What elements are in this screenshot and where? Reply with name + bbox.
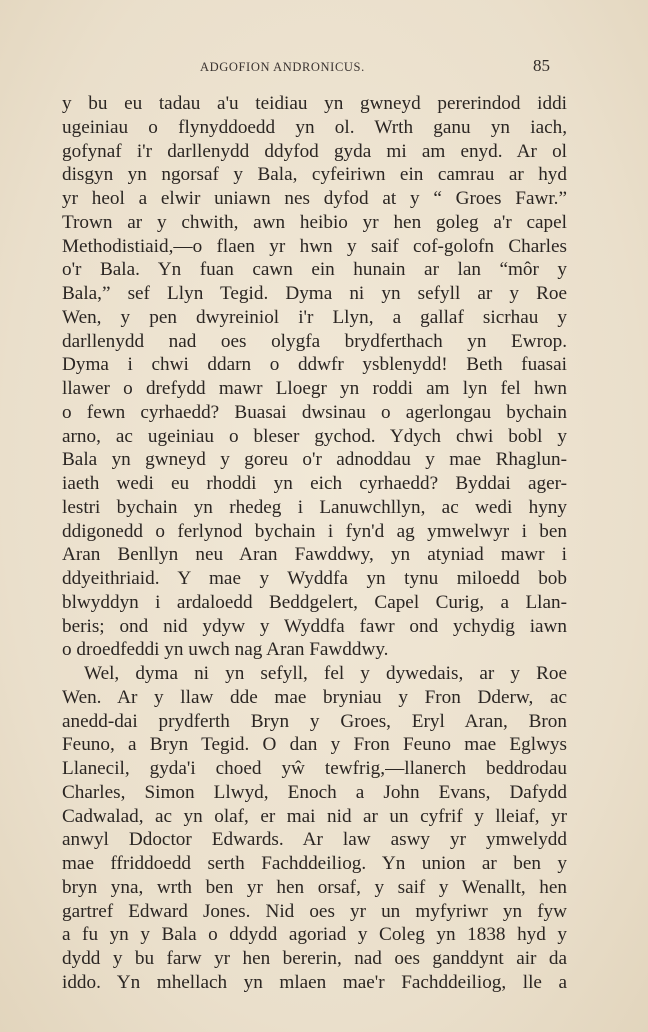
text-line: iaeth wedi eu rhoddi yn eich cyrhaedd? Byddai ager- bbox=[62, 473, 567, 494]
text-line: Trown ar y chwith, awn heibio yr hen goleg a'r capel bbox=[62, 211, 567, 233]
text-line: gofynaf i'r darllenydd ddyfod gyda mi am enyd. Ar ol bbox=[62, 140, 567, 162]
text-line: Cadwalad, ac yn olaf, er mai nid ar un cyfrif y lleiaf, yr bbox=[62, 805, 567, 827]
text-line: Dyma i chwi ddarn o ddwfr ysblenydd! Beth fuasai bbox=[62, 354, 567, 376]
text-line: Wen, y pen dwyreiniol i'r Llyn, a gallaf sicrhau y bbox=[62, 306, 567, 328]
text-line: ddyeithriaid. Y mae y Wyddfa yn tynu miloedd bob bbox=[62, 568, 567, 589]
body-text bbox=[62, 92, 567, 995]
text-line: dydd y bu farw yr hen bererin, nad oes ganddynt air da bbox=[62, 948, 567, 969]
text-line: ugeiniau o flynyddoedd yn ol. Wrth ganu yn iach, bbox=[62, 116, 567, 138]
text-line: bryn yna, wrth ben yr hen orsaf, y saif y Wenallt, hen bbox=[62, 876, 567, 898]
text-line: anwyl Ddoctor Edwards. Ar law aswy yr ymwelydd bbox=[62, 829, 567, 851]
text-line: yr heol a elwir uniawn nes dyfod at y “ Groes Fawr.” bbox=[62, 188, 567, 209]
text-line: llawer o drefydd mawr Lloegr yn roddi am lyn fel hwn bbox=[62, 378, 567, 399]
text-line: Bala,” sef Llyn Tegid. Dyma ni yn sefyll ar y Roe bbox=[62, 283, 567, 304]
text-line: a fu yn y Bala o ddydd agoriad y Coleg yn 1838 hyd y bbox=[62, 924, 567, 946]
text-line: arno, ac ugeiniau o bleser gychod. Ydych chwi bobl y bbox=[62, 425, 567, 447]
text-line: y bu eu tadau a'u teidiau yn gwneyd pererindod iddi bbox=[62, 93, 567, 114]
text-line: Aran Benllyn neu Aran Fawddwy, yn atyniad mawr i bbox=[62, 544, 567, 566]
running-head bbox=[0, 58, 648, 78]
text-line: blwyddyn i ardaloedd Beddgelert, Capel Curig, a Llan- bbox=[62, 591, 567, 613]
text-line: Wen. Ar y llaw dde mae bryniau y Fron Dderw, ac bbox=[62, 686, 567, 708]
text-line: darllenydd nad oes olygfa brydferthach yn Ewrop. bbox=[62, 330, 567, 352]
running-title: ADGOFION ANDRONICUS. bbox=[200, 60, 365, 74]
text-line: mae ffriddoedd serth Fachddeiliog. Yn union ar ben y bbox=[62, 853, 567, 874]
text-line: o droedfeddi yn uwch nag Aran Fawddwy. bbox=[62, 639, 389, 661]
text-line: Wel, dyma ni yn sefyll, fel y dywedais, ar y Roe bbox=[84, 663, 567, 684]
text-line: lestri bychain yn rhedeg i Lanuwchllyn, ac wedi hyny bbox=[62, 496, 567, 518]
text-line: o'r Bala. Yn fuan cawn ein hunain ar lan “môr y bbox=[62, 259, 567, 281]
page-number: 85 bbox=[533, 56, 550, 75]
text-line: Methodistiaid,—o flaen yr hwn y saif cof-golofn Charles bbox=[62, 235, 567, 257]
text-line: o fewn cyrhaedd? Buasai dwsinau o agerlongau bychain bbox=[62, 401, 567, 423]
text-line: Bala yn gwneyd y goreu o'r adnoddau y mae Rhaglun- bbox=[62, 449, 567, 471]
text-line: Llanecil, gyda'i choed yŵ tewfrig,—llanerch beddrodau bbox=[62, 758, 567, 779]
text-line: Feuno, a Bryn Tegid. O dan y Fron Feuno mae Eglwys bbox=[62, 734, 567, 756]
text-line: disgyn yn ngorsaf y Bala, cyfeiriwn ein camrau ar hyd bbox=[62, 164, 567, 186]
text-line: gartref Edward Jones. Nid oes yr un myfyriwr yn fyw bbox=[62, 900, 567, 922]
text-line: Charles, Simon Llwyd, Enoch a John Evans, Dafydd bbox=[62, 781, 567, 803]
text-line: beris; ond nid ydyw y Wyddfa fawr ond ychydig iawn bbox=[62, 615, 567, 637]
text-line: anedd-dai prydferth Bryn y Groes, Eryl Aran, Bron bbox=[62, 710, 567, 732]
text-line: ddigonedd o ferlynod bychain i fyn'd ag ymwelwyr i ben bbox=[62, 520, 567, 542]
text-line: iddo. Yn mhellach yn mlaen mae'r Fachddeiliog, lle a bbox=[62, 971, 567, 993]
